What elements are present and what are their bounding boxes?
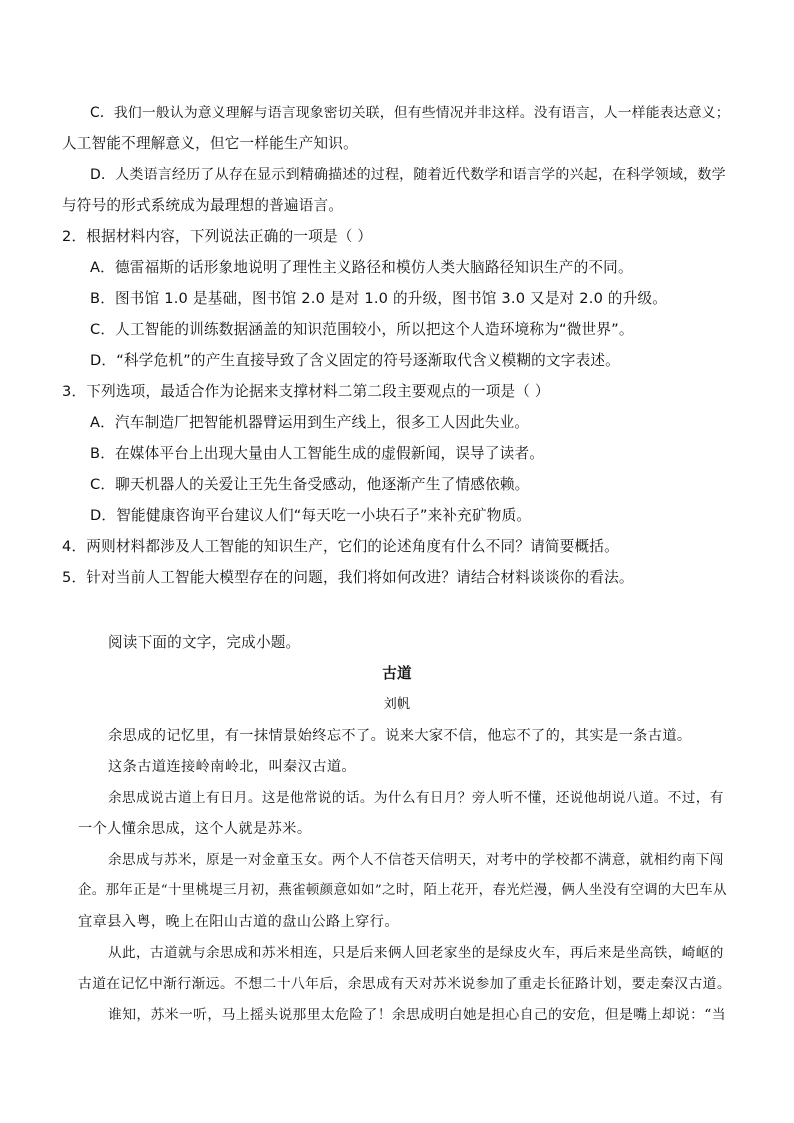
story-paragraph-line: 这条古道连接岭南岭北，叫秦汉古道。: [108, 759, 356, 775]
q3-option-b: B．在媒体平台上出现大量由人工智能生成的虚假新闻，误导了读者。: [90, 445, 545, 462]
q2-option-b: B．图书馆 1.0 是基础，图书馆 2.0 是对 1.0 的升级，图书馆 3.0 又是对 2.0 的升级。: [90, 290, 668, 307]
story-paragraph-line: 余思成与苏米，原是一对金童玉女。两个人不信苍天信明天，对考中的学校都不满意，就相约南下闯: [108, 852, 724, 868]
q2-option-a: A．德雷福斯的话形象地说明了理性主义路径和模仿人类大脑路径知识生产的不同。: [90, 259, 633, 276]
q4-text: 4．两则材料都涉及人工智能的知识生产，它们的论述角度有什么不同？请简要概括。: [62, 538, 619, 555]
q2-stem: 2．根据材料内容，下列说法正确的一项是（ ）: [62, 228, 373, 245]
q3-stem: 3．下列选项，最适合作为论据来支撑材料二第二段主要观点的一项是（ ）: [62, 383, 550, 400]
story-paragraph-line: 古道在记忆中渐行渐远。不想二十八年后，余思成有天对苏米说参加了重走长征路计划，要走秦汉古道。: [78, 976, 732, 992]
story-paragraph-line: 从此，古道就与余思成和苏米相连，只是后来俩人回老家坐的是绿皮火车，再后来是坐高铁，崎岖的: [108, 945, 724, 961]
story-paragraph-line: 宜章县入粤，晚上在阳山古道的盘山公路上穿行。: [78, 914, 399, 930]
q1-option-c-line2: 人工智能不理解意义，但它一样能生产知识。: [62, 135, 358, 152]
story-paragraph-line: 谁知，苏米一听，马上摇头说那里太危险了！余思成明白她是担心自己的安危，但是嘴上却说：“当: [108, 1007, 726, 1023]
story-paragraph-line: 企。那年正是“十里桃堤三月初，燕雀顿颜意如如”之时，陌上花开，春光烂漫，俩人坐没有空调的大巴车从: [78, 883, 727, 898]
q2-option-d: D．“科学危机”的产生直接导致了含义固定的符号逐渐取代含义模糊的文字表述。: [90, 352, 620, 369]
story-author: 刘帆: [383, 697, 411, 712]
q3-option-d: D．智能健康咨询平台建议人们“每天吃一小块石子”来补充矿物质。: [90, 507, 532, 524]
q1-option-d-line2: 与符号的形式系统成为最理想的普遍语言。: [62, 197, 344, 214]
reading-instruction: 阅读下面的文字，完成小题。: [108, 634, 301, 651]
story-paragraph-line: 一个人懂余思成，这个人就是苏米。: [78, 821, 312, 837]
q5-text: 5．针对当前人工智能大模型存在的问题，我们将如何改进？请结合材料谈谈你的看法。: [62, 569, 634, 586]
q2-option-c: C．人工智能的训练数据涵盖的知识范围较小，所以把这个人造环境称为“微世界”。: [90, 321, 634, 338]
story-paragraph-line: 余思成说古道上有日月。这是他常说的话。为什么有日月？旁人听不懂，还说他胡说八道。不过，有: [108, 790, 724, 806]
q1-option-c-line1: C．我们一般认为意义理解与语言现象密切关联，但有些情况并非这样。没有语言，人一样能表达意义；: [90, 105, 730, 121]
q3-option-c: C．聊天机器人的关爱让王先生备受感动，他逐渐产生了情感依赖。: [90, 476, 530, 493]
q3-option-a: A．汽车制造厂把智能机器臂运用到生产线上，很多工人因此失业。: [90, 414, 530, 431]
story-title: 古道: [382, 665, 412, 682]
q1-option-d-line1: D．人类语言经历了从存在显示到精确描述的过程，随着近代数学和语言学的兴起，在科学领域，数学: [90, 167, 726, 183]
story-paragraph-line: 余思成的记忆里，有一抹情景始终忘不了。说来大家不信，他忘不了的，其实是一条古道。: [108, 728, 692, 744]
